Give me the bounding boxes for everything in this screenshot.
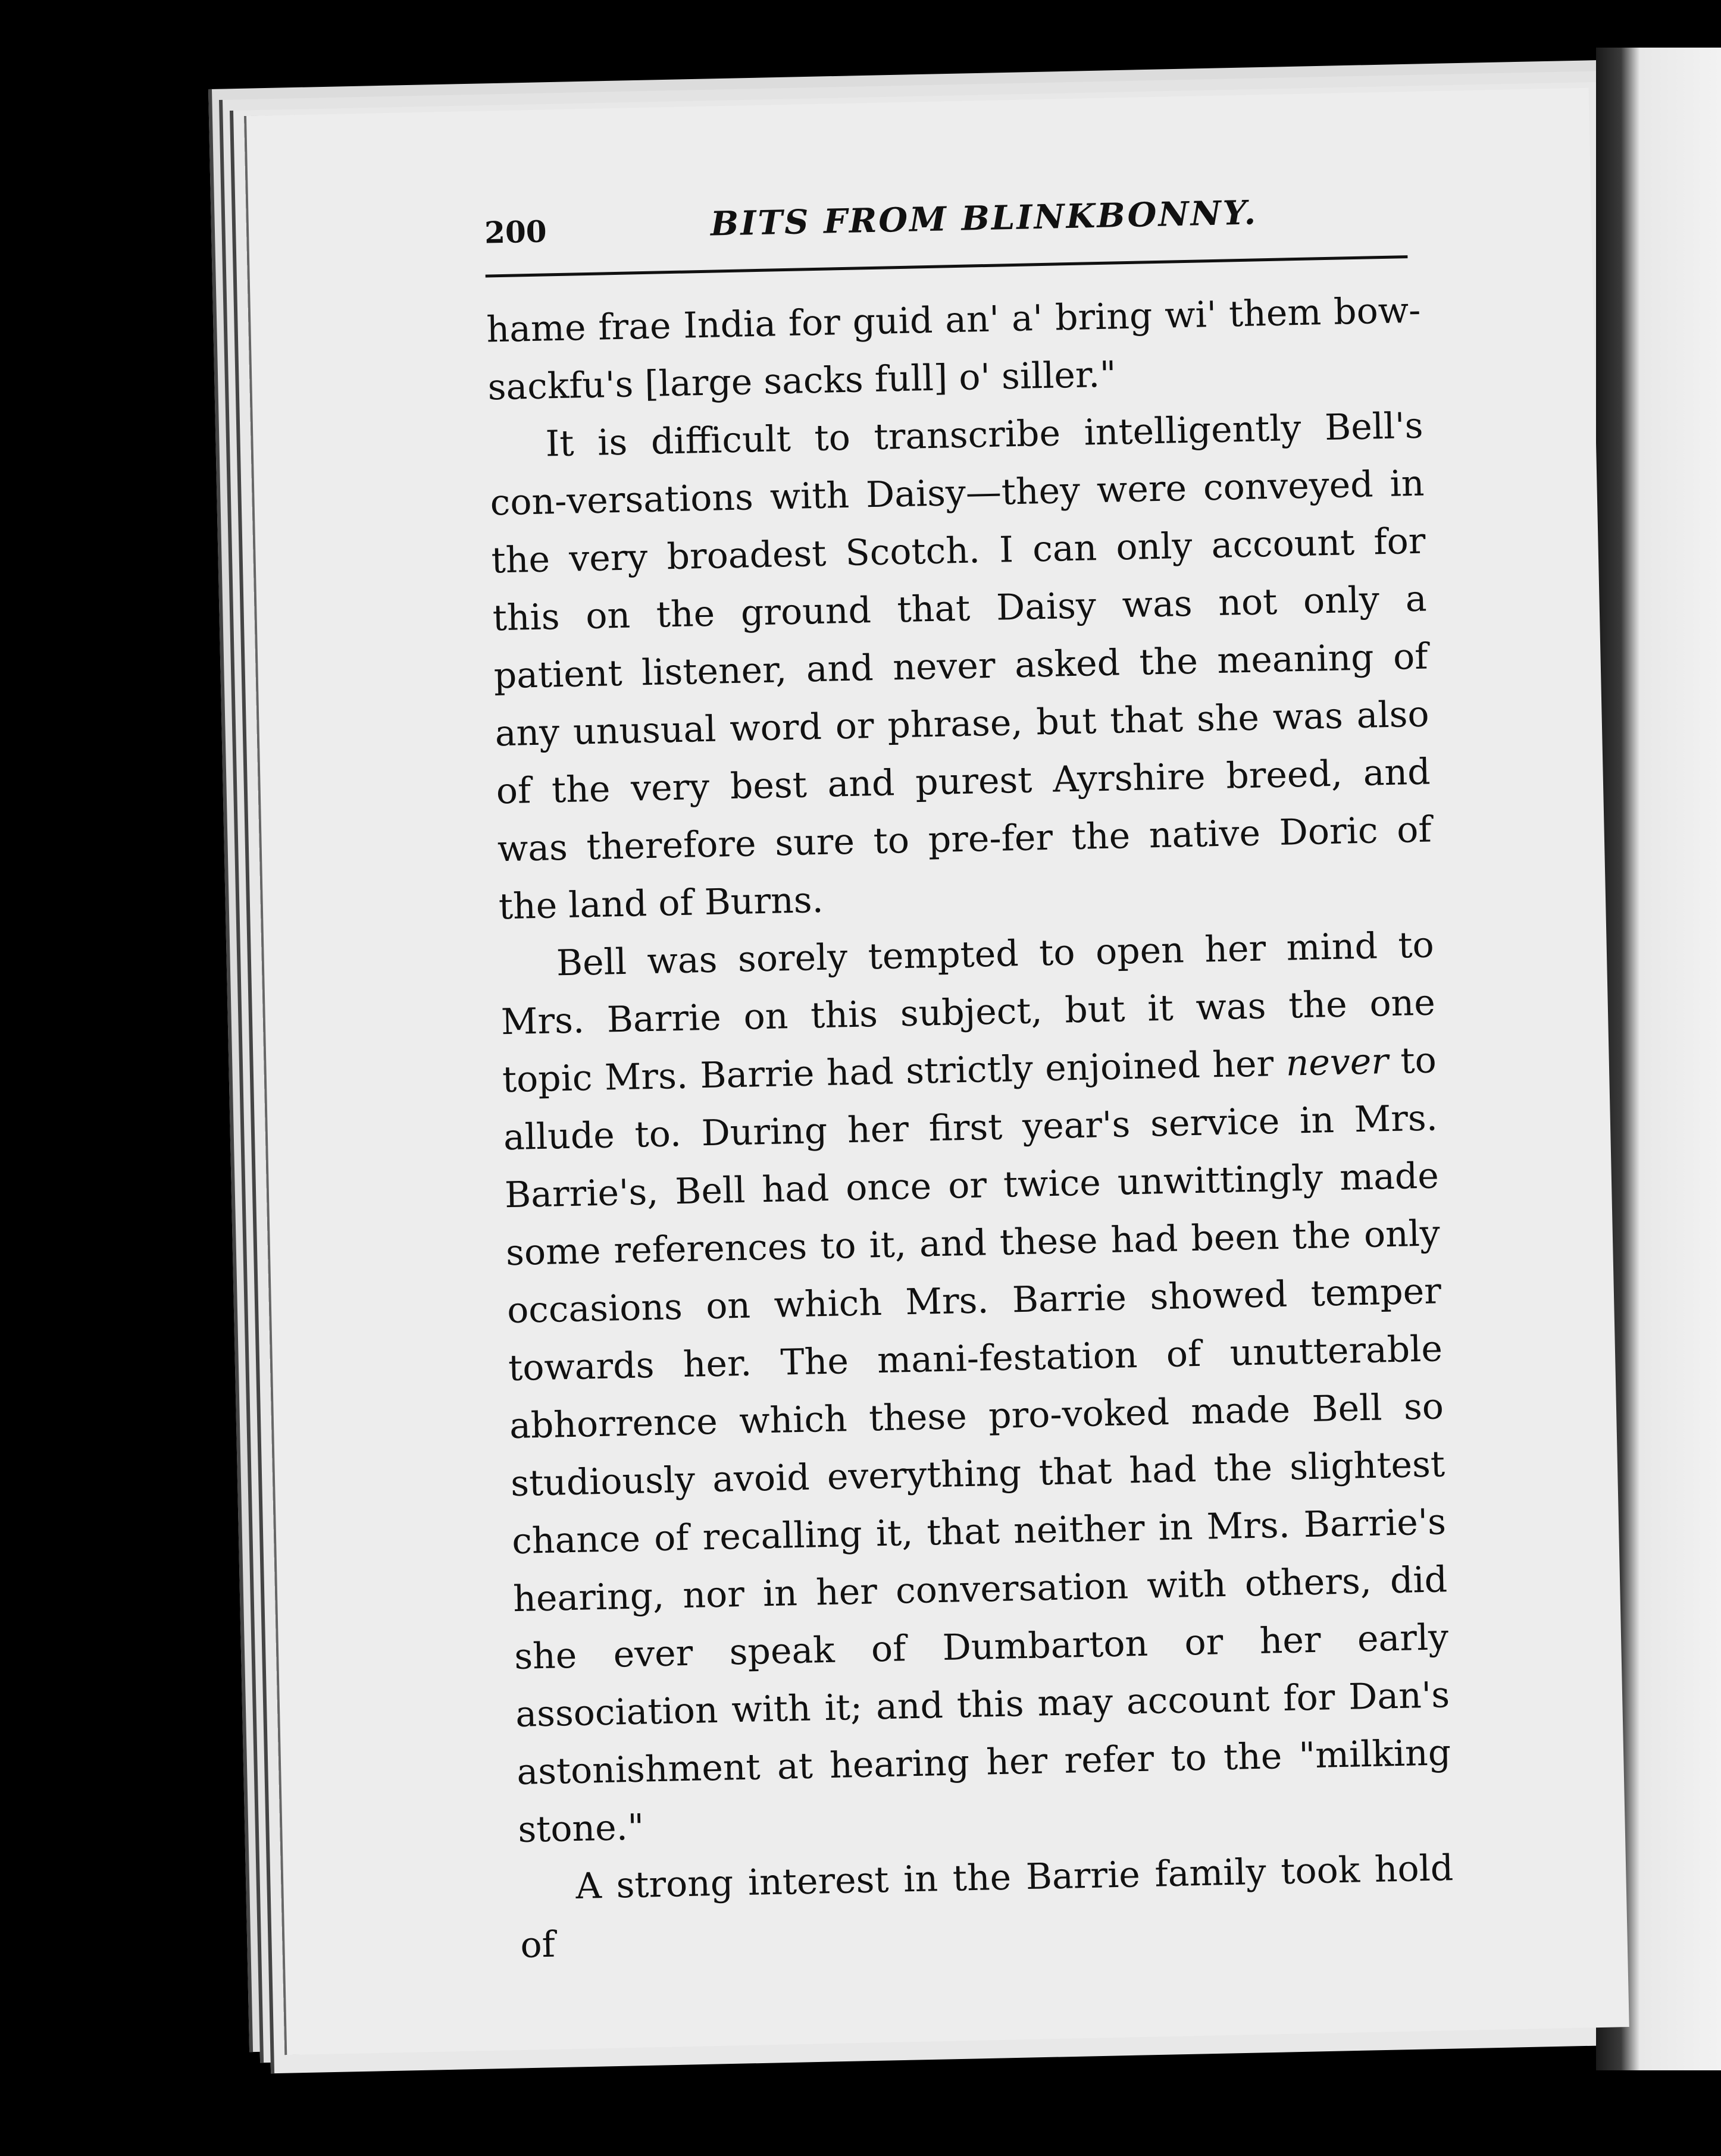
paragraph-text: to allude to. During her first year's service in Mrs. Barrie's, Bell had once or twice unwittingly made some references to it, and these had been the only occasions on which Mrs. Barrie showed temper towards her. The mani-festation of unutterable abhorrence which these pro-voked made Bell so studiously avoid everything that had the slightest chance of recalling it, that neither in Mrs. Barrie's hearing, nor in her conversation with others, did she ever speak of Dumbarton or her early association with it; and this may account for Dan's astonishment at hearing her refer to the "milking stone." xyxy=(503,1039,1451,1851)
book-page xyxy=(244,88,1629,2055)
paragraph xyxy=(499,916,1453,1859)
paragraph-text: Bell was sorely tempted to open her mind to Mrs. Barrie on this subject, but it was the one topic Mrs. Barrie had strictly enjoined her xyxy=(500,924,1436,1101)
page-number: 200 xyxy=(484,214,547,250)
paragraph: It is difficult to transcribe intelligently Bell's con-versations with Daisy—they were conveyed in the very broadest Scotch. I can only account for this on the ground that Daisy was not only a patient listener, and never asked the meaning of any unusual word or phrase, but that she was also of the very best and purest Ayrshire breed, and was therefore sure to pre-fer the native Doric of the land of Burns. xyxy=(489,405,1432,928)
emphasized-word: never xyxy=(1285,1041,1389,1085)
paragraph: hame frae India for guid an' a' bring wi' them bow-sackfu's [large sacks full] o' siller." xyxy=(486,289,1422,409)
paragraph: A strong interest in the Barrie family took hold of xyxy=(520,1847,1454,1966)
running-title: BITS FROM BLINKBONNY. xyxy=(710,193,1258,244)
body-text xyxy=(486,282,1456,1975)
running-head xyxy=(484,193,1407,262)
